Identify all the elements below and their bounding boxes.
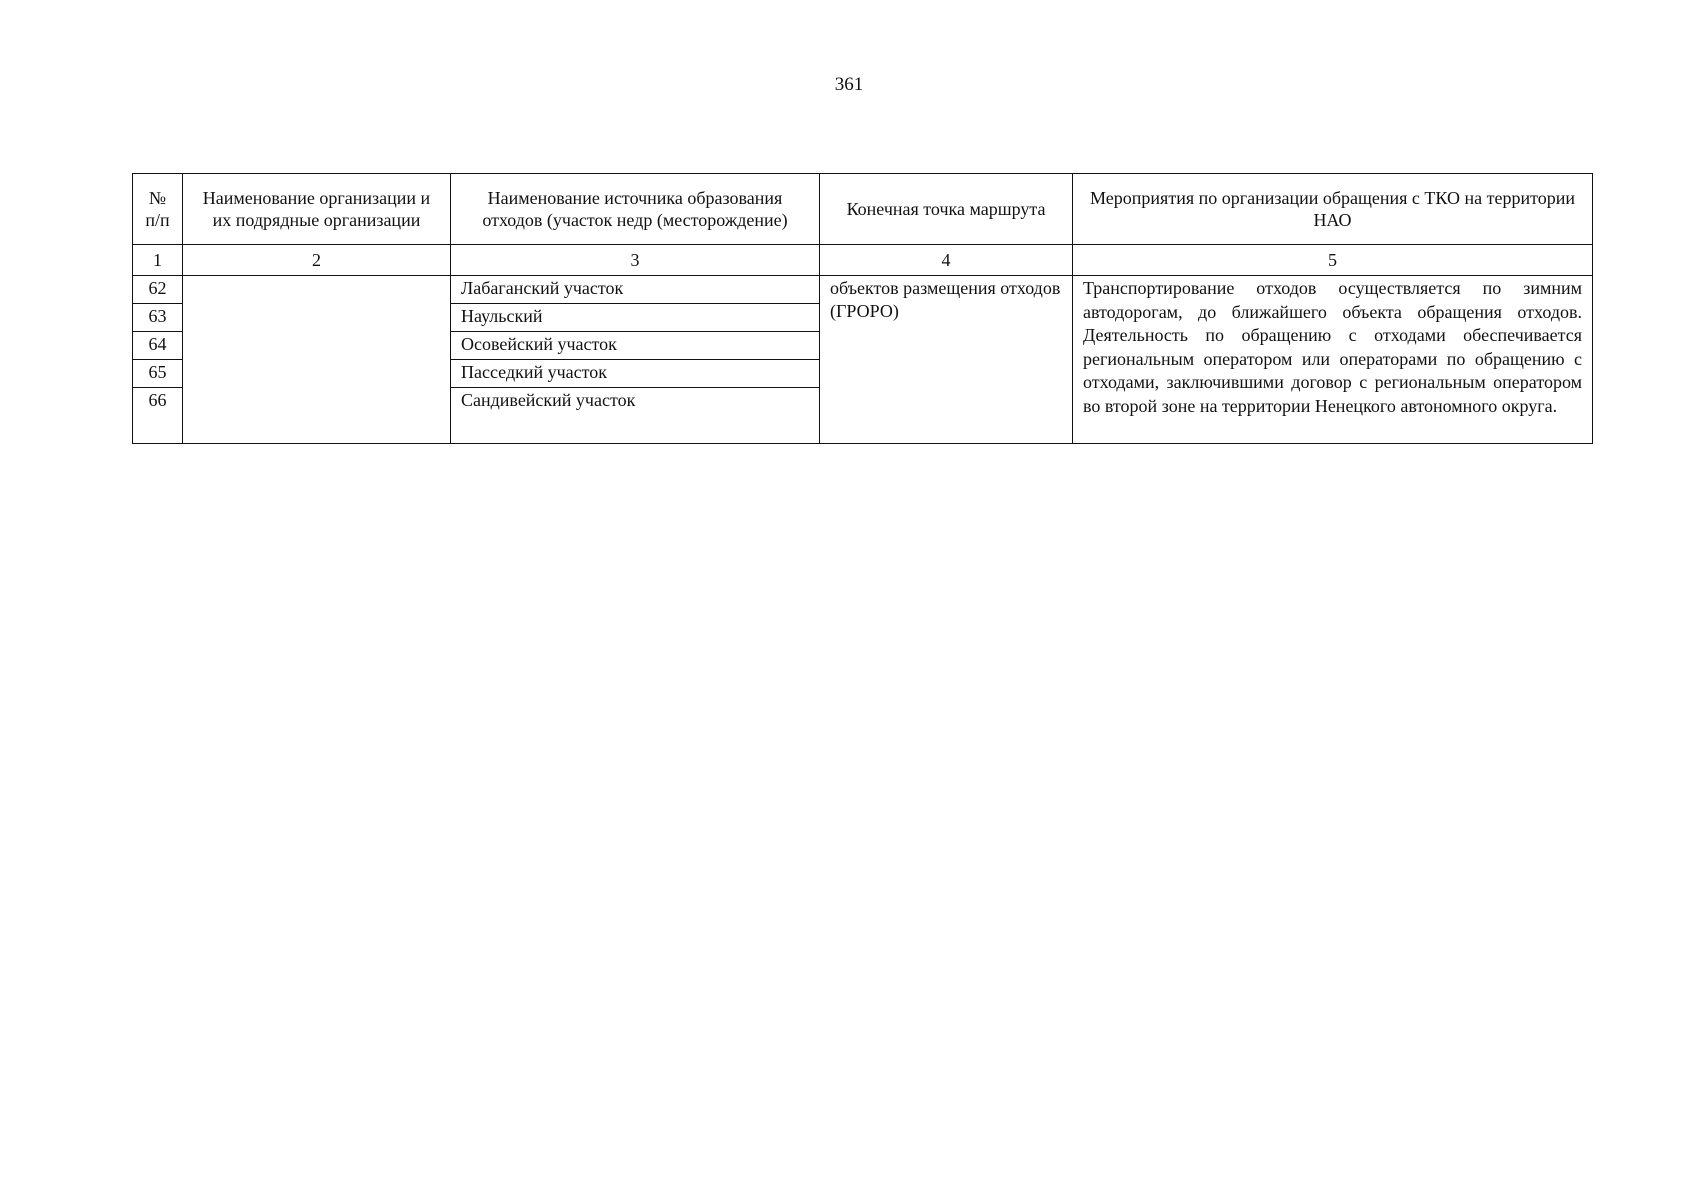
page-number: 361 — [834, 74, 864, 95]
row-index: 64 — [133, 332, 183, 360]
endpoint-cell: объектов размещения отходов (ГРОРО) — [820, 276, 1073, 444]
column-number: 1 — [133, 245, 183, 276]
source-cell: Осовейский участок — [451, 332, 820, 360]
header-source: Наименование источника образования отходов (участок недр (месторождение) — [451, 174, 820, 245]
source-cell: Наульский — [451, 304, 820, 332]
row-index: 66 — [133, 388, 183, 444]
row-index: 62 — [133, 276, 183, 304]
row-index: 63 — [133, 304, 183, 332]
column-number-row — [133, 245, 1593, 276]
column-number: 4 — [820, 245, 1073, 276]
header-measures: Мероприятия по организации обращения с ТКО на территории НАО — [1073, 174, 1593, 245]
header-organization: Наименование организации и их подрядные организации — [183, 174, 451, 245]
column-number: 2 — [183, 245, 451, 276]
header-row — [133, 174, 1593, 245]
organization-cell — [183, 276, 451, 444]
source-cell: Пасседкий участок — [451, 360, 820, 388]
table-row — [133, 276, 1593, 304]
header-number: № п/п — [133, 174, 183, 245]
source-cell: Лабаганский участок — [451, 276, 820, 304]
column-number: 3 — [451, 245, 820, 276]
waste-routes-table — [132, 173, 1593, 444]
source-cell: Сандивейский участок — [451, 388, 820, 444]
measures-cell: Транспортирование отходов осуществляется по зимним автодорогам, до ближайшего объекта обращения отходов. Деятельность по обращению с отходами обеспечивается региональным оператором или операторами по обращению с отходами, заключившими договор с региональным оператором во второй зоне на территории Ненецкого автономного округа. — [1073, 276, 1593, 444]
row-index: 65 — [133, 360, 183, 388]
header-endpoint: Конечная точка маршрута — [820, 174, 1073, 245]
column-number: 5 — [1073, 245, 1593, 276]
